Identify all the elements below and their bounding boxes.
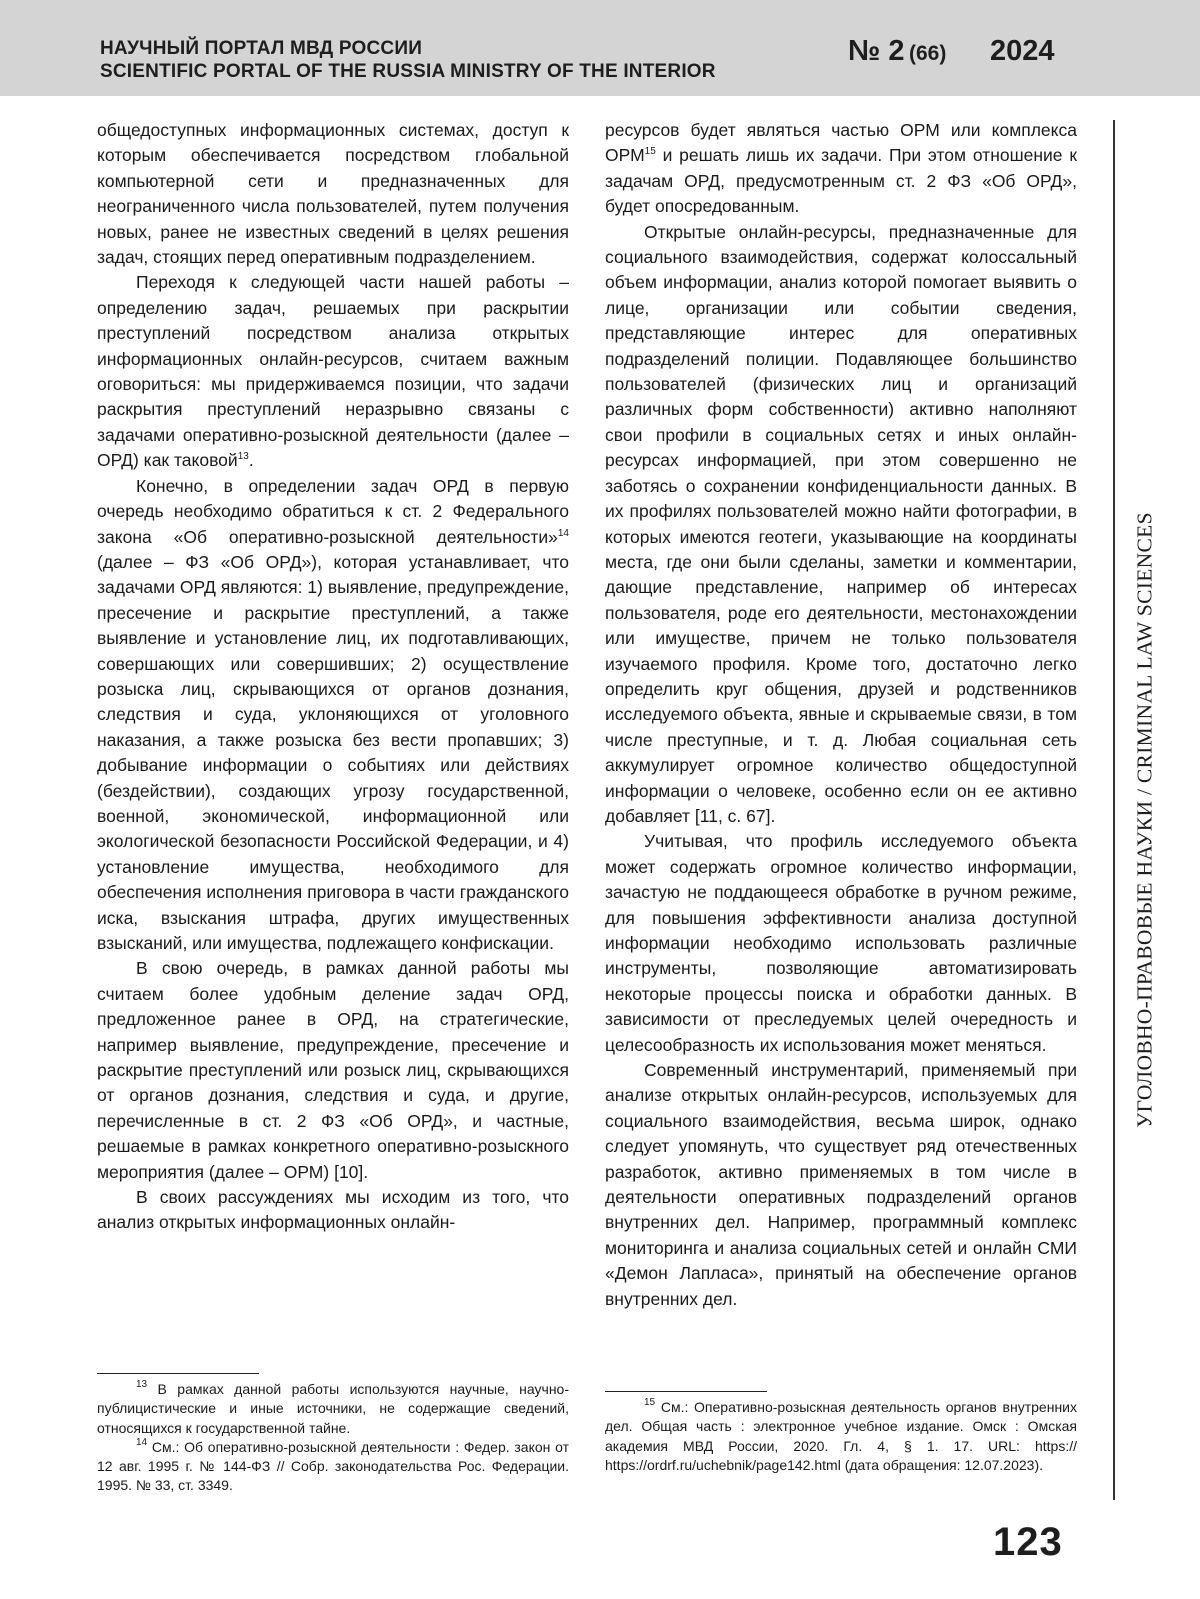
footnote-text: В рамках данной работы используются научные, научно-публицистические и иные источники, не содержащие сведений, относящихся к государственной тайне.: [97, 1381, 569, 1436]
paragraph-text: и решать лишь их задачи. При этом отношение к задачам ОРД, предусмотренным ст. 2 ФЗ «Об ОРД», будет опосредованным.: [605, 145, 1077, 217]
paragraph-text: ресурсов будет являться частью ОРМ или комплекса ОРМ: [605, 120, 1077, 166]
paragraph-text-end: .: [248, 450, 254, 471]
paragraph-text: Переходя к следующей части нашей работы – определению задач, решаемых при раскрытии преступлений посредством анализа открытых информационных онлайн-ресурсов, считаем важным оговориться: мы придерживаемся позиции, что задачи раскрытия преступлений неразрывно связаны с задачами оперативно-розыскной деятельности (далее – ОРД) как таковой: [97, 272, 569, 471]
footnote-15: [605, 1398, 1077, 1475]
footnote-13: [97, 1380, 569, 1438]
journal-header: [0, 0, 1200, 96]
footnotes-left: [97, 1380, 569, 1496]
issue-year: 2024: [990, 35, 1055, 67]
footnotes-right: [605, 1398, 1077, 1475]
paragraph-text: (далее – ФЗ «Об ОРД»), которая устанавливает, что задачами ОРД являются: 1) выявление, предупреждение, пресечение и раскрытие преступлений, а также выявление и установление лиц, их подготавливающих, совершающих или совершивших; 2) осуществление розыска лиц, скрывающихся от органов дознания, следствия и суда, уклоняющихся от уголовного наказания, а также розыска без вести пропавших; 3) добывание информации о событиях или действиях (бездействии), создающих угрозу государственной, военной, экономической, информационной или экологической безопасности Российской Федерации, и 4) установление имущества, необходимого для обеспечения исполнения приговора в части гражданского иска, взыскания штрафа, других имущественных взысканий, или имущества, подлежащего конфискации.: [97, 551, 569, 953]
right-text-column: [605, 118, 1077, 1312]
footnote-divider: [605, 1391, 767, 1392]
paragraph: Учитывая, что профиль исследуемого объекта может содержать огромное количество информации, зачастую не поддающееся обработке в ручном режиме, для повышения эффективности анализа доступной информации необходимо использовать различные инструменты, позволяющие автоматизировать некоторые процессы поиска и обработки данных. В зависимости от преследуемых целей очередность и целесообразность их использования может меняться.: [605, 831, 1077, 1055]
footnote-14: [97, 1438, 569, 1496]
paragraph: В своих рассуждениях мы исходим из того, что анализ открытых информационных онлайн-: [97, 1187, 569, 1233]
footnote-ref-13[interactable]: 13: [237, 451, 249, 463]
footnote-text: См.: Оперативно-розыскная деятельность органов внутренних дел. Общая часть : электронное учебное издание. Омск : Омская академия МВД России, 2020. Гл. 4, § 1. 17. URL: https:// https://ordrf.ru/uchebnik/page142.html (дата обращения: 12.07.2023).: [605, 1399, 1077, 1473]
footnote-divider: [97, 1373, 259, 1374]
paragraph: Открытые онлайн-ресурсы, предназначенные для социального взаимодействия, содержат колоссальный объем информации, анализ которой помогает выявить о лице, организации или событии сведения, представляющие интерес для оперативных подразделений полиции. Подавляющее большинство пользователей (физических лиц и организаций различных форм собственности) активно наполняют свои профили в социальных сетях и иных онлайн-ресурсах информацией, при этом совершенно не заботясь о сохранении конфиденциальности данных. В их профилях пользователей можно найти фотографии, в которых имеются геотеги, указывающие на координаты места, где они были сделаны, заметки и комментарии, дающие представление, например об интересах пользователя, роде его деятельности, местонахождении или имуществе, причем не только пользователя изучаемого профиля. Кроме того, достаточно легко определить круг общения, друзей и родственников исследуемого объекта, явные и скрываемые связи, в том числе преступные, и т. д. Любая социальная сеть аккумулирует огромное количество общедоступной информации о человеке, особенно если он ее активно добавляет [11, с. 67].: [605, 221, 1077, 826]
footnote-mark: 14: [136, 1436, 148, 1448]
issue-number-main: № 2: [848, 35, 905, 67]
paragraph: [605, 118, 1077, 220]
journal-title-en: SCIENTIFIC PORTAL OF THE RUSSIA MINISTRY OF THE INTERIOR: [100, 61, 716, 82]
paragraph-text: Конечно, в определении задач ОРД в первую очередь необходимо обратиться к ст. 2 Федерального закона «Об оперативно-розыскной деятельности»: [97, 475, 569, 547]
issue-number: [848, 35, 946, 68]
section-label: УГОЛОВНО-ПРАВОВЫЕ НАУКИ / CRIMINAL LAW SCIENCES: [1132, 512, 1157, 1128]
journal-title-ru: НАУЧНЫЙ ПОРТАЛ МВД РОССИИ: [100, 38, 423, 59]
paragraph: В свою очередь, в рамках данной работы мы считаем более удобным деление задач ОРД, предложенное ранее в ОРД, на стратегические, например выявление, предупреждение, пресечение и раскрытие преступлений или розыск лиц, скрывающихся от органов дознания, следствия и суда, и другие, перечисленные в ст. 2 ФЗ «Об ОРД», и частные, решаемые в рамках конкретного оперативно-розыскного мероприятия (далее – ОРМ) [10].: [97, 958, 569, 1182]
issue-number-total: (66): [908, 42, 947, 65]
page-number: 123: [993, 1520, 1063, 1564]
paragraph: Современный инструментарий, применяемый при анализе открытых онлайн-ресурсов, используемых для социального взаимодействия, весьма широк, однако следует упомянуть, что существует ряд отечественных разработок, активно применяемых в том числе в деятельности оперативных подразделений органов внутренних дел. Например, программный комплекс мониторинга и анализа социальных сетей и онлайн СМИ «Демон Лапласа», принятый на обеспечение органов внутренних дел.: [605, 1060, 1077, 1309]
footnote-mark: 15: [644, 1397, 656, 1408]
paragraph: [97, 474, 569, 957]
footnote-mark: 13: [136, 1379, 148, 1390]
footnote-ref-15[interactable]: 15: [644, 146, 656, 158]
footnote-ref-14[interactable]: 14: [557, 527, 569, 539]
paragraph: общедоступных информационных системах, доступ к которым обеспечивается посредством глобальной компьютерной сети и предназначенных для неограниченного числа пользователей, путем получения новых, ранее не известных сведений в целях решения задач, стоящих перед оперативным подразделением.: [97, 120, 569, 268]
footnote-text: См.: Об оперативно-розыскной деятельности : Федер. закон от 12 авг. 1995 г. № 144-ФЗ // Собр. законодательства Рос. Федерации. 1995. № 33, ст. 3349.: [97, 1438, 569, 1494]
paragraph: [97, 270, 569, 473]
left-text-column: [97, 118, 569, 1236]
section-divider-line: [1113, 120, 1115, 1500]
